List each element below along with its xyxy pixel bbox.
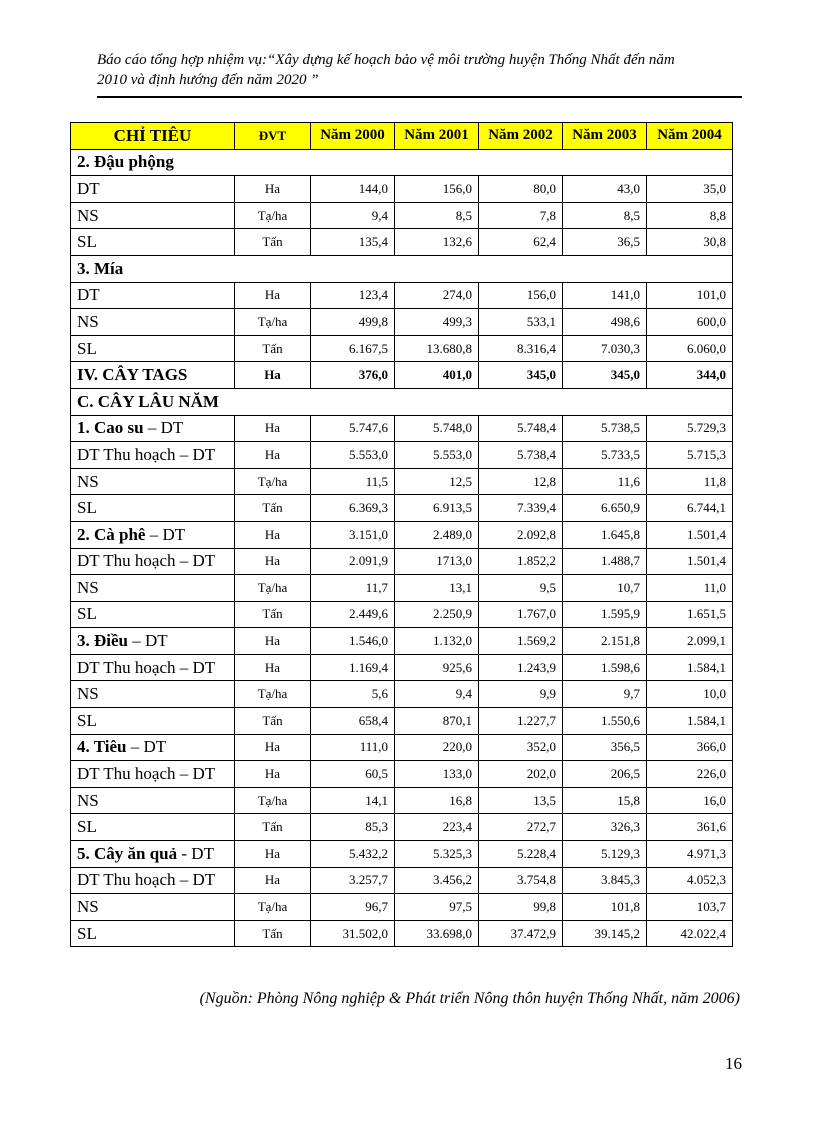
value-cell: 1.546,0 <box>311 628 395 655</box>
header-line-2: 2010 và định hướng đến năm 2020 ” <box>97 72 319 88</box>
value-cell: 1.569,2 <box>479 628 563 655</box>
value-cell: 3.151,0 <box>311 521 395 548</box>
table-row <box>71 734 733 761</box>
value-cell: 5.738,4 <box>479 442 563 469</box>
value-cell: 60,5 <box>311 761 395 788</box>
unit-cell: Ha <box>235 654 311 681</box>
crop-measure: – DT <box>143 418 184 438</box>
value-cell: 6.744,1 <box>647 495 733 522</box>
value-cell: 12,8 <box>479 468 563 495</box>
unit-cell: Tạ/ha <box>235 468 311 495</box>
value-cell: 1.501,4 <box>647 548 733 575</box>
crop-statistics-table <box>70 122 733 947</box>
value-cell: 9,4 <box>311 202 395 229</box>
value-cell: 111,0 <box>311 734 395 761</box>
table-header-row <box>71 123 733 150</box>
value-cell: 2.449,6 <box>311 601 395 628</box>
row-indicator: DT Thu hoạch – DT <box>71 548 235 575</box>
value-cell: 1.243,9 <box>479 654 563 681</box>
table-row <box>71 176 733 203</box>
value-cell: 2.489,0 <box>395 521 479 548</box>
value-cell: 925,6 <box>395 654 479 681</box>
value-cell: 401,0 <box>395 362 479 389</box>
row-indicator <box>71 521 235 548</box>
value-cell: 8,5 <box>395 202 479 229</box>
value-cell: 8.316,4 <box>479 335 563 362</box>
unit-cell: Ha <box>235 521 311 548</box>
section-title: C. CÂY LÂU NĂM <box>71 388 733 415</box>
table-row <box>71 202 733 229</box>
value-cell: 345,0 <box>563 362 647 389</box>
page-number: 16 <box>725 1054 742 1073</box>
value-cell: 352,0 <box>479 734 563 761</box>
value-cell: 43,0 <box>563 176 647 203</box>
table-row <box>71 229 733 256</box>
value-cell: 5.325,3 <box>395 841 479 868</box>
crop-measure: – DT <box>145 524 186 544</box>
row-indicator: NS <box>71 309 235 336</box>
value-cell: 344,0 <box>647 362 733 389</box>
row-indicator: DT <box>71 282 235 309</box>
value-cell: 498,6 <box>563 309 647 336</box>
row-indicator: NS <box>71 575 235 602</box>
value-cell: 1.584,1 <box>647 654 733 681</box>
unit-cell: Tạ/ha <box>235 575 311 602</box>
value-cell: 6.650,9 <box>563 495 647 522</box>
value-cell: 870,1 <box>395 708 479 735</box>
value-cell: 6.167,5 <box>311 335 395 362</box>
value-cell: 220,0 <box>395 734 479 761</box>
unit-cell: Ha <box>235 761 311 788</box>
table-row <box>71 920 733 947</box>
column-header-unit: ĐVT <box>235 123 311 150</box>
unit-cell: Tấn <box>235 335 311 362</box>
value-cell: 30,8 <box>647 229 733 256</box>
value-cell: 272,7 <box>479 814 563 841</box>
value-cell: 10,0 <box>647 681 733 708</box>
section-title: 3. Mía <box>71 255 733 282</box>
value-cell: 16,8 <box>395 787 479 814</box>
row-indicator <box>71 734 235 761</box>
column-header-indicator: CHỈ TIÊU <box>71 123 235 150</box>
row-indicator: SL <box>71 814 235 841</box>
value-cell: 326,3 <box>563 814 647 841</box>
unit-cell: Tấn <box>235 601 311 628</box>
table-row <box>71 894 733 921</box>
value-cell: 4.052,3 <box>647 867 733 894</box>
row-indicator <box>71 415 235 442</box>
value-cell: 36,5 <box>563 229 647 256</box>
unit-cell: Ha <box>235 415 311 442</box>
unit-cell: Ha <box>235 282 311 309</box>
table-row <box>71 787 733 814</box>
value-cell: 5.748,0 <box>395 415 479 442</box>
value-cell: 144,0 <box>311 176 395 203</box>
row-indicator: NS <box>71 202 235 229</box>
table-row <box>71 548 733 575</box>
report-header <box>97 50 742 90</box>
value-cell: 5,6 <box>311 681 395 708</box>
value-cell: 103,7 <box>647 894 733 921</box>
value-cell: 97,5 <box>395 894 479 921</box>
value-cell: 101,8 <box>563 894 647 921</box>
value-cell: 5.432,2 <box>311 841 395 868</box>
crop-name: 5. Cây ăn quả <box>77 843 178 863</box>
column-header-2004: Năm 2004 <box>647 123 733 150</box>
value-cell: 9,7 <box>563 681 647 708</box>
table-section-row <box>71 388 733 415</box>
crop-measure: – DT <box>128 631 168 651</box>
value-cell: 1.595,9 <box>563 601 647 628</box>
table-row <box>71 282 733 309</box>
value-cell: 274,0 <box>395 282 479 309</box>
value-cell: 361,6 <box>647 814 733 841</box>
unit-cell: Ha <box>235 176 311 203</box>
unit-cell: Ha <box>235 841 311 868</box>
value-cell: 62,4 <box>479 229 563 256</box>
value-cell: 7.030,3 <box>563 335 647 362</box>
table-row <box>71 575 733 602</box>
unit-cell: Tấn <box>235 229 311 256</box>
table-row <box>71 628 733 655</box>
value-cell: 13,1 <box>395 575 479 602</box>
row-indicator: DT <box>71 176 235 203</box>
value-cell: 85,3 <box>311 814 395 841</box>
crop-name: 1. Cao su <box>77 418 144 438</box>
row-indicator: DT Thu hoạch – DT <box>71 761 235 788</box>
value-cell: 14,1 <box>311 787 395 814</box>
value-cell: 1.550,6 <box>563 708 647 735</box>
value-cell: 132,6 <box>395 229 479 256</box>
row-indicator: NS <box>71 681 235 708</box>
crop-measure: – DT <box>126 737 167 757</box>
value-cell: 1713,0 <box>395 548 479 575</box>
crop-name: 2. Cà phê <box>77 524 146 544</box>
value-cell: 202,0 <box>479 761 563 788</box>
value-cell: 1.488,7 <box>563 548 647 575</box>
value-cell: 226,0 <box>647 761 733 788</box>
value-cell: 11,6 <box>563 468 647 495</box>
value-cell: 80,0 <box>479 176 563 203</box>
value-cell: 11,7 <box>311 575 395 602</box>
section-title: 2. Đậu phộng <box>71 149 733 176</box>
table-row <box>71 335 733 362</box>
value-cell: 1.132,0 <box>395 628 479 655</box>
table-row <box>71 468 733 495</box>
value-cell: 2.099,1 <box>647 628 733 655</box>
table-row <box>71 814 733 841</box>
value-cell: 5.747,6 <box>311 415 395 442</box>
value-cell: 533,1 <box>479 309 563 336</box>
value-cell: 39.145,2 <box>563 920 647 947</box>
row-indicator: SL <box>71 708 235 735</box>
crop-measure: - DT <box>177 843 214 863</box>
value-cell: 8,5 <box>563 202 647 229</box>
value-cell: 99,8 <box>479 894 563 921</box>
value-cell: 9,4 <box>395 681 479 708</box>
value-cell: 223,4 <box>395 814 479 841</box>
crop-name: 3. Điều <box>77 631 128 651</box>
value-cell: 135,4 <box>311 229 395 256</box>
value-cell: 9,5 <box>479 575 563 602</box>
value-cell: 133,0 <box>395 761 479 788</box>
value-cell: 1.651,5 <box>647 601 733 628</box>
value-cell: 1.169,4 <box>311 654 395 681</box>
table-row <box>71 867 733 894</box>
value-cell: 1.645,8 <box>563 521 647 548</box>
value-cell: 31.502,0 <box>311 920 395 947</box>
unit-cell: Ha <box>235 548 311 575</box>
column-header-2003: Năm 2003 <box>563 123 647 150</box>
table-row <box>71 601 733 628</box>
table-row <box>71 309 733 336</box>
value-cell: 658,4 <box>311 708 395 735</box>
header-line-1: Báo cáo tổng hợp nhiệm vụ:“Xây dựng kế hoạch bảo vệ môi trường huyện Thống Nhất đến năm <box>97 52 675 68</box>
column-header-2000: Năm 2000 <box>311 123 395 150</box>
value-cell: 206,5 <box>563 761 647 788</box>
value-cell: 33.698,0 <box>395 920 479 947</box>
row-indicator: DT Thu hoạch – DT <box>71 867 235 894</box>
value-cell: 356,5 <box>563 734 647 761</box>
table-section-row <box>71 255 733 282</box>
unit-cell: Tấn <box>235 708 311 735</box>
row-indicator: SL <box>71 335 235 362</box>
value-cell: 5.129,3 <box>563 841 647 868</box>
table-row <box>71 654 733 681</box>
unit-cell: Tạ/ha <box>235 681 311 708</box>
value-cell: 366,0 <box>647 734 733 761</box>
unit-cell: Tạ/ha <box>235 202 311 229</box>
value-cell: 6.913,5 <box>395 495 479 522</box>
row-indicator: SL <box>71 229 235 256</box>
value-cell: 345,0 <box>479 362 563 389</box>
value-cell: 1.227,7 <box>479 708 563 735</box>
value-cell: 5.553,0 <box>311 442 395 469</box>
value-cell: 7.339,4 <box>479 495 563 522</box>
value-cell: 101,0 <box>647 282 733 309</box>
value-cell: 5.748,4 <box>479 415 563 442</box>
value-cell: 600,0 <box>647 309 733 336</box>
unit-cell: Tấn <box>235 814 311 841</box>
value-cell: 5.228,4 <box>479 841 563 868</box>
value-cell: 5.738,5 <box>563 415 647 442</box>
value-cell: 3.456,2 <box>395 867 479 894</box>
value-cell: 3.257,7 <box>311 867 395 894</box>
unit-cell: Ha <box>235 734 311 761</box>
value-cell: 376,0 <box>311 362 395 389</box>
row-indicator: NS <box>71 787 235 814</box>
value-cell: 156,0 <box>395 176 479 203</box>
unit-cell: Tạ/ha <box>235 787 311 814</box>
value-cell: 141,0 <box>563 282 647 309</box>
table-row <box>71 681 733 708</box>
source-note: (Nguồn: Phòng Nông nghiệp & Phát triển Nông thôn huyện Thống Nhất, năm 2006) <box>199 990 740 1007</box>
row-indicator: NS <box>71 894 235 921</box>
value-cell: 5.553,0 <box>395 442 479 469</box>
value-cell: 37.472,9 <box>479 920 563 947</box>
table-row <box>71 761 733 788</box>
unit-cell: Tấn <box>235 495 311 522</box>
value-cell: 16,0 <box>647 787 733 814</box>
value-cell: 9,9 <box>479 681 563 708</box>
table-row <box>71 415 733 442</box>
value-cell: 5.715,3 <box>647 442 733 469</box>
unit-cell: Tạ/ha <box>235 894 311 921</box>
value-cell: 2.151,8 <box>563 628 647 655</box>
row-indicator <box>71 841 235 868</box>
value-cell: 5.733,5 <box>563 442 647 469</box>
unit-cell: Tạ/ha <box>235 309 311 336</box>
value-cell: 13,5 <box>479 787 563 814</box>
row-indicator: NS <box>71 468 235 495</box>
value-cell: 499,8 <box>311 309 395 336</box>
table-row <box>71 521 733 548</box>
value-cell: 10,7 <box>563 575 647 602</box>
unit-cell: Ha <box>235 442 311 469</box>
value-cell: 7,8 <box>479 202 563 229</box>
row-indicator: DT Thu hoạch – DT <box>71 654 235 681</box>
value-cell: 1.598,6 <box>563 654 647 681</box>
table-body <box>71 149 733 947</box>
unit-cell: Ha <box>235 867 311 894</box>
value-cell: 5.729,3 <box>647 415 733 442</box>
value-cell: 499,3 <box>395 309 479 336</box>
value-cell: 2.250,9 <box>395 601 479 628</box>
column-header-2002: Năm 2002 <box>479 123 563 150</box>
value-cell: 1.767,0 <box>479 601 563 628</box>
unit-cell: Tấn <box>235 920 311 947</box>
value-cell: 11,8 <box>647 468 733 495</box>
value-cell: 35,0 <box>647 176 733 203</box>
table-section-row <box>71 149 733 176</box>
table-row <box>71 495 733 522</box>
value-cell: 2.091,9 <box>311 548 395 575</box>
value-cell: 15,8 <box>563 787 647 814</box>
value-cell: 13.680,8 <box>395 335 479 362</box>
unit-cell: Ha <box>235 362 311 389</box>
value-cell: 12,5 <box>395 468 479 495</box>
column-header-2001: Năm 2001 <box>395 123 479 150</box>
value-cell: 3.754,8 <box>479 867 563 894</box>
row-indicator: SL <box>71 495 235 522</box>
value-cell: 123,4 <box>311 282 395 309</box>
header-divider <box>97 96 742 98</box>
value-cell: 4.971,3 <box>647 841 733 868</box>
value-cell: 6.060,0 <box>647 335 733 362</box>
row-indicator: SL <box>71 920 235 947</box>
value-cell: 6.369,3 <box>311 495 395 522</box>
table-row <box>71 708 733 735</box>
crop-name: 4. Tiêu <box>77 737 127 757</box>
row-indicator: DT Thu hoạch – DT <box>71 442 235 469</box>
value-cell: 42.022,4 <box>647 920 733 947</box>
value-cell: 96,7 <box>311 894 395 921</box>
table-row <box>71 442 733 469</box>
value-cell: 1.501,4 <box>647 521 733 548</box>
value-cell: 8,8 <box>647 202 733 229</box>
row-indicator: IV. CÂY TAGS <box>71 362 235 389</box>
value-cell: 2.092,8 <box>479 521 563 548</box>
value-cell: 11,5 <box>311 468 395 495</box>
value-cell: 1.852,2 <box>479 548 563 575</box>
value-cell: 11,0 <box>647 575 733 602</box>
row-indicator: SL <box>71 601 235 628</box>
table-row <box>71 362 733 389</box>
row-indicator <box>71 628 235 655</box>
table-row <box>71 841 733 868</box>
value-cell: 156,0 <box>479 282 563 309</box>
unit-cell: Ha <box>235 628 311 655</box>
value-cell: 1.584,1 <box>647 708 733 735</box>
value-cell: 3.845,3 <box>563 867 647 894</box>
